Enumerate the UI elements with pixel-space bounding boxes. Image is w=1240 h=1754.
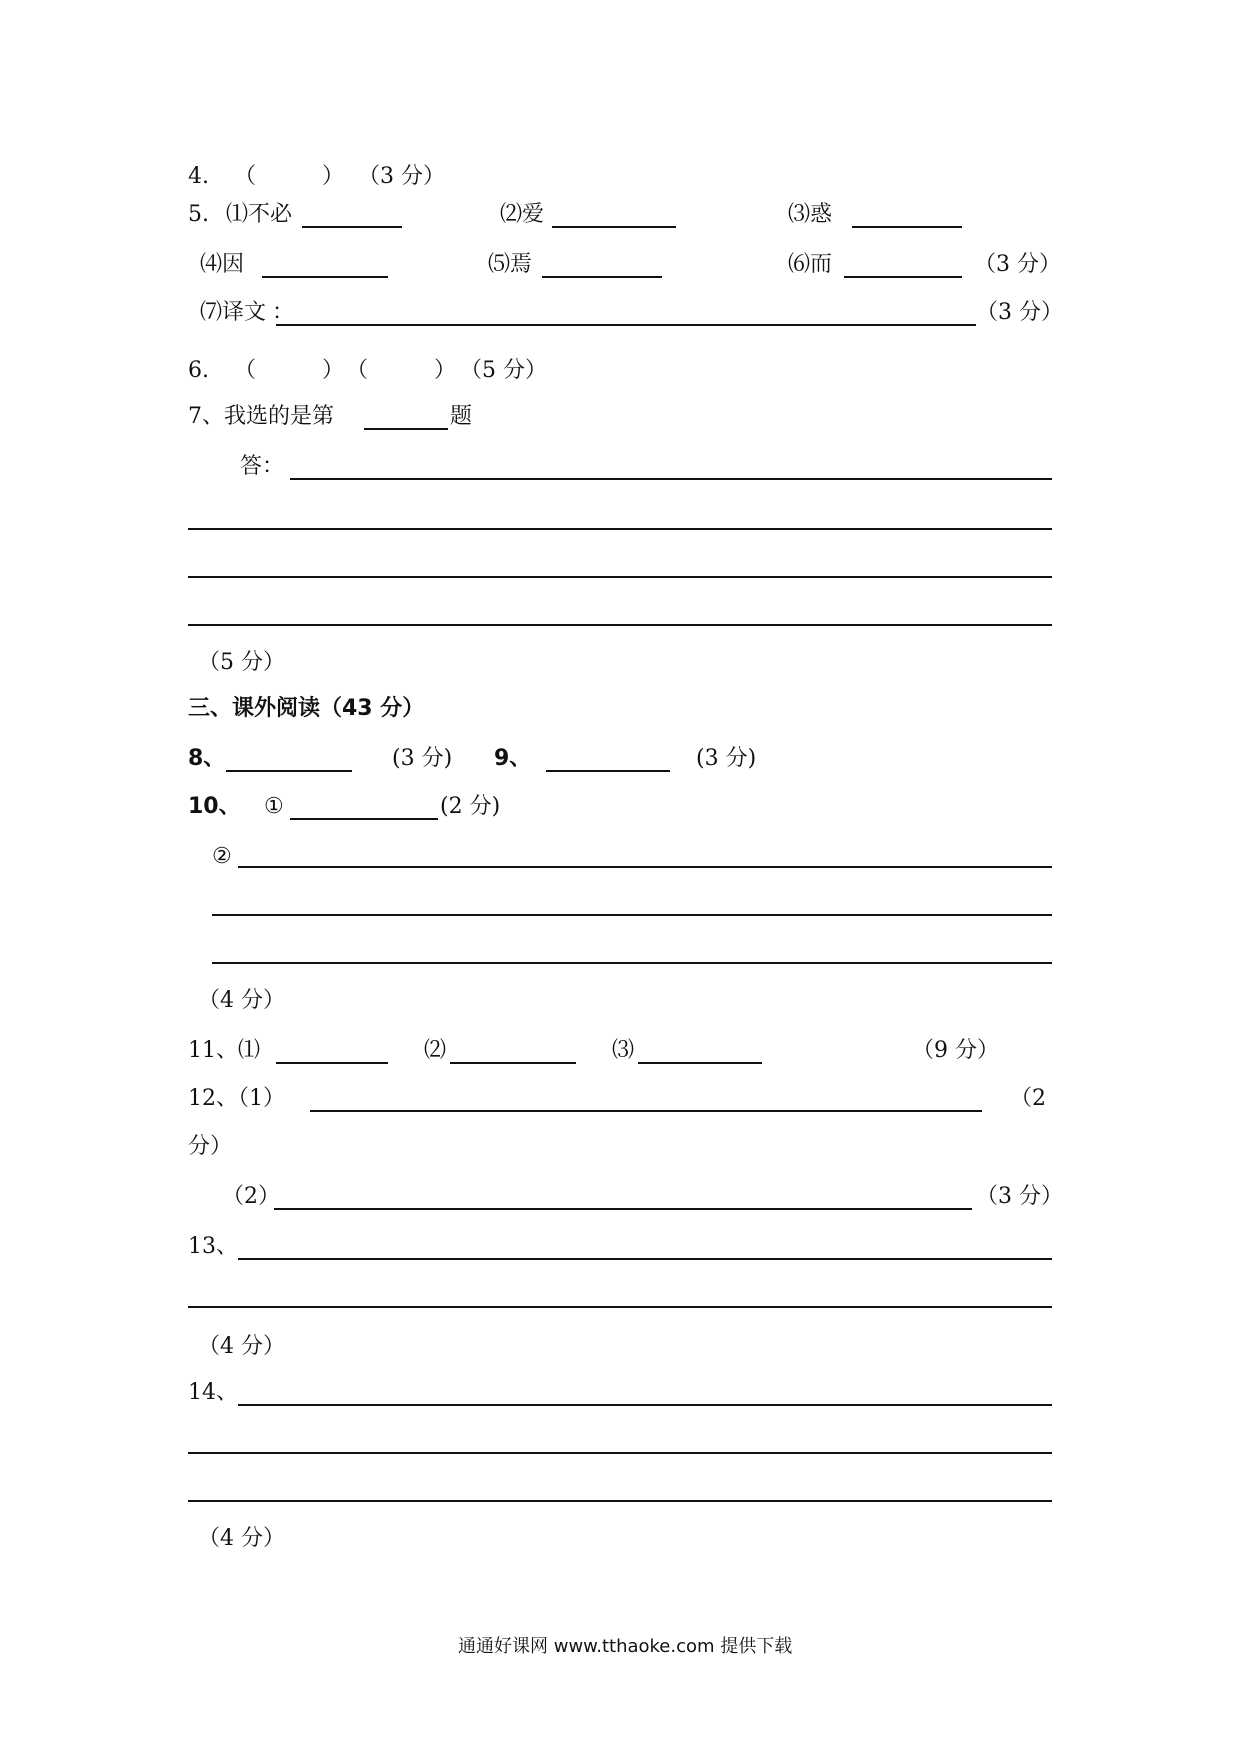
q11-blank-3[interactable] [638, 1062, 762, 1064]
q4-answer-paren[interactable]: （ ） [234, 164, 345, 189]
q5-translation-label: ⑺译文 [200, 300, 267, 325]
q7-answer-line-2[interactable] [188, 528, 1052, 530]
q9-label: 9、 [494, 746, 532, 771]
q9-score: (3 分) [696, 746, 757, 771]
footer-text: 通通好课网 www.tthaoke.com 提供下载 [458, 1636, 793, 1657]
q7-answer-line-3[interactable] [188, 576, 1052, 578]
q5-blank-6[interactable] [844, 276, 962, 278]
q5-translation-colon: ： [272, 300, 295, 325]
q5-translation-score: （3 分） [976, 300, 1063, 325]
q10-item-1: ① [264, 794, 284, 819]
q7-answer-line-1[interactable] [290, 478, 1052, 480]
q8-score: (3 分) [392, 746, 453, 771]
q5-blank-5[interactable] [542, 276, 662, 278]
q6-answer-paren-1[interactable]: （ ） [234, 358, 345, 383]
q5-score: （3 分） [974, 252, 1061, 277]
q12-score-2: （3 分） [976, 1184, 1063, 1209]
q10-score-2: （4 分） [198, 988, 285, 1013]
q5-item-4: ⑷因 [200, 252, 245, 277]
q11-item-3: ⑶ [612, 1038, 635, 1063]
q10-answer-line-2[interactable] [212, 914, 1052, 916]
q5-item-1: ⑴不必 [226, 202, 293, 227]
q10-answer-line-1[interactable] [238, 866, 1052, 868]
section-3-title: 三、课外阅读（43 分） [188, 696, 425, 721]
q13-answer-line-1[interactable] [238, 1258, 1052, 1260]
q10-score-1: (2 分) [440, 794, 501, 819]
q6-answer-paren-2[interactable]: （ ） [346, 358, 457, 383]
q13-label: 13、 [188, 1234, 238, 1259]
q8-label: 8、 [188, 746, 226, 771]
q7-prefix: 7、我选的是第 [188, 404, 334, 429]
q12-score-1a: （2 [1010, 1086, 1046, 1111]
q10-blank-1[interactable] [290, 818, 438, 820]
q11-label: 11、⑴ [188, 1038, 260, 1063]
q12-blank-2[interactable] [274, 1208, 972, 1210]
q7-score: （5 分） [198, 650, 285, 675]
q7-answer-line-4[interactable] [188, 624, 1052, 626]
q10-answer-line-3[interactable] [212, 962, 1052, 964]
q5-item-2: ⑵爱 [500, 202, 545, 227]
q4-label: 4. [188, 164, 209, 189]
q13-score: （4 分） [198, 1334, 285, 1359]
q9-blank[interactable] [546, 770, 670, 772]
q12-score-1b: 分） [188, 1134, 233, 1159]
q5-item-3: ⑶惑 [788, 202, 833, 227]
q14-label: 14、 [188, 1380, 238, 1405]
q14-answer-line-2[interactable] [188, 1452, 1052, 1454]
q4-score: （3 分） [358, 164, 445, 189]
q12-item-2: （2） [222, 1184, 280, 1209]
q5-blank-2[interactable] [552, 226, 676, 228]
q7-question-blank[interactable] [364, 428, 448, 430]
q13-answer-line-2[interactable] [188, 1306, 1052, 1308]
q5-item-6: ⑹而 [788, 252, 833, 277]
q6-score: （5 分） [460, 358, 547, 383]
q11-blank-1[interactable] [276, 1062, 388, 1064]
q5-label: 5. [188, 202, 209, 227]
q14-score: （4 分） [198, 1526, 285, 1551]
q5-blank-4[interactable] [262, 276, 388, 278]
q12-label: 12、（1） [188, 1086, 285, 1111]
q14-answer-line-1[interactable] [238, 1404, 1052, 1406]
q5-item-5: ⑸焉 [488, 252, 533, 277]
q10-item-2: ② [212, 844, 232, 869]
q8-blank[interactable] [226, 770, 352, 772]
q11-blank-2[interactable] [450, 1062, 576, 1064]
q11-score: （9 分） [912, 1038, 999, 1063]
q10-label: 10、 [188, 794, 241, 819]
q7-answer-label: 答： [240, 454, 285, 479]
q5-blank-1[interactable] [302, 226, 402, 228]
q14-answer-line-3[interactable] [188, 1500, 1052, 1502]
q6-label: 6. [188, 358, 209, 383]
q12-blank-1[interactable] [310, 1110, 982, 1112]
q5-translation-blank[interactable] [276, 324, 976, 326]
q5-blank-3[interactable] [852, 226, 962, 228]
q7-suffix: 题 [450, 404, 473, 429]
q11-item-2: ⑵ [424, 1038, 447, 1063]
